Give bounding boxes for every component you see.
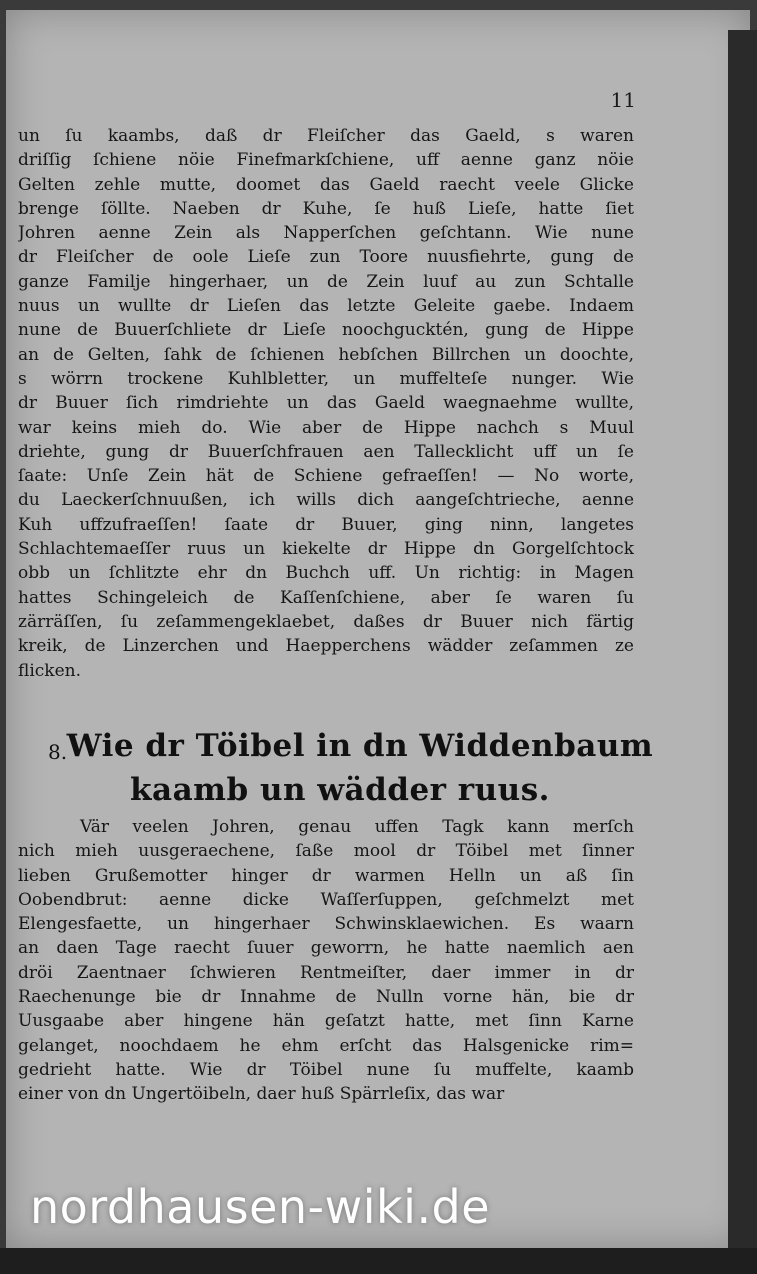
text-line: un ſu kaambs, daß dr Fleiſcher das Gaeld, s waren: [18, 126, 634, 146]
text-line: dr Fleiſcher de oole Lieſe zun Toore nuusfiehrte, gung de: [18, 247, 634, 268]
text-line: Elengesfaette, un hingerhaer Schwinsklaewichen. Es waarn: [18, 914, 634, 935]
text-line: Oobendbrut: aenne dicke Waſſerſuppen, geſchmelzt met: [18, 889, 634, 910]
text-line: zärräſſen, ſu zeſammengeklaebet, daßes dr Buuer nich färtig: [18, 611, 634, 632]
text-line: war keins mieh do. Wie aber de Hippe nachch s Muul: [18, 417, 634, 438]
text-line: nuus un wullte dr Lieſen das letzte Geleite gaebe. Indaem: [18, 296, 634, 317]
text-line: Kuh uffzufraeſſen! ſaate dr Buuer, ging ninn, langetes: [18, 514, 634, 535]
text-line: Vär veelen Johren, genau uffen Tagk kann merſch: [80, 817, 634, 837]
text-line: Raechenunge bie dr Innahme de Nulln vorne hän, bie dr: [18, 987, 634, 1008]
page-bottom-shadow: [0, 1248, 757, 1274]
text-line: gedrieht hatte. Wie dr Töibel nune ſu muffelte, kaamb: [18, 1059, 634, 1080]
text-line: dr Buuer ſich rimdriehte un das Gaeld waegnaehme wullte,: [18, 393, 634, 414]
text-line: an de Gelten, ſahk de ſchienen hebſchen Billrchen un doochte,: [18, 344, 634, 365]
text-line: Johren aenne Zein als Napperſchen geſchtann. Wie nune: [18, 223, 634, 244]
text-line: driehte, gung dr Buuerſchfrauen aen Tallecklicht uff un ſe: [18, 441, 634, 462]
text-line: an daen Tage raecht ſuuer geworrn, he hatte naemlich aen: [18, 938, 634, 959]
paragraph-2: [18, 815, 634, 1107]
text-line: driſſig ſchiene nöie Finefmarkſchiene, uff aenne ganz nöie: [18, 150, 634, 171]
text-line: flicken.: [18, 660, 82, 681]
text-line: du Laeckerſchnuußen, ich wills dich aangeſchtrieche, aenne: [18, 490, 634, 511]
chapter-title-line-1: Wie dr Töibel in dn Widdenbaum: [66, 728, 654, 764]
text-line: nich mieh uusgeraechene, ſaße mool dr Töibel met ſinner: [18, 841, 634, 862]
text-line: Gelten zehle mutte, doomet das Gaeld raecht veele Glicke: [18, 174, 634, 195]
chapter-title-line-2: kaamb un wädder ruus.: [130, 772, 550, 808]
text-line: s wörrn trockene Kuhlbletter, un muffelteſe nunger. Wie: [18, 368, 634, 389]
chapter-number: 8.: [48, 740, 68, 764]
text-line: dröi Zaentnaer ſchwieren Rentmeiſter, daer immer in dr: [18, 962, 634, 983]
page-edge-shadow: [728, 30, 757, 1274]
text-line: hattes Schingeleich de Kaſſenſchiene, aber ſe waren ſu: [18, 587, 634, 608]
watermark: nordhausen-wiki.de: [30, 1180, 491, 1234]
text-line: kreik, de Linzerchen und Haepperchens wädder zeſammen ze: [18, 636, 634, 657]
paragraph-1: [18, 124, 634, 683]
text-line: Schlachtemaeſſer ruus un kiekelte dr Hippe dn Gorgelſchtock: [18, 539, 634, 560]
text-line: nune de Buuerſchliete dr Lieſe noochgucktén, gung de Hippe: [18, 320, 634, 341]
text-line: brenge ſöllte. Naeben dr Kuhe, ſe huß Lieſe, hatte ſiet: [18, 198, 634, 219]
text-line: obb un ſchlitzte ehr dn Buchch uff. Un richtig: in Magen: [18, 563, 634, 584]
text-line: Uusgaabe aber hingene hän geſatzt hatte, met ſinn Karne: [18, 1011, 634, 1032]
text-line: lieben Grußemotter hinger dr warmen Helln un aß ſin: [18, 865, 634, 886]
text-line: gelanget, noochdaem he ehm erſcht das Halsgenicke rim=: [18, 1035, 634, 1056]
text-line: einer von dn Ungertöibeln, daer huß Spärrleſix, das war: [18, 1084, 505, 1105]
text-line: ſaate: Unſe Zein hät de Schiene gefraeſſen! — No worte,: [18, 466, 634, 487]
text-line: ganze Familje hingerhaer, un de Zein luuf au zun Schtalle: [18, 271, 634, 292]
page-number: 11: [610, 88, 636, 112]
